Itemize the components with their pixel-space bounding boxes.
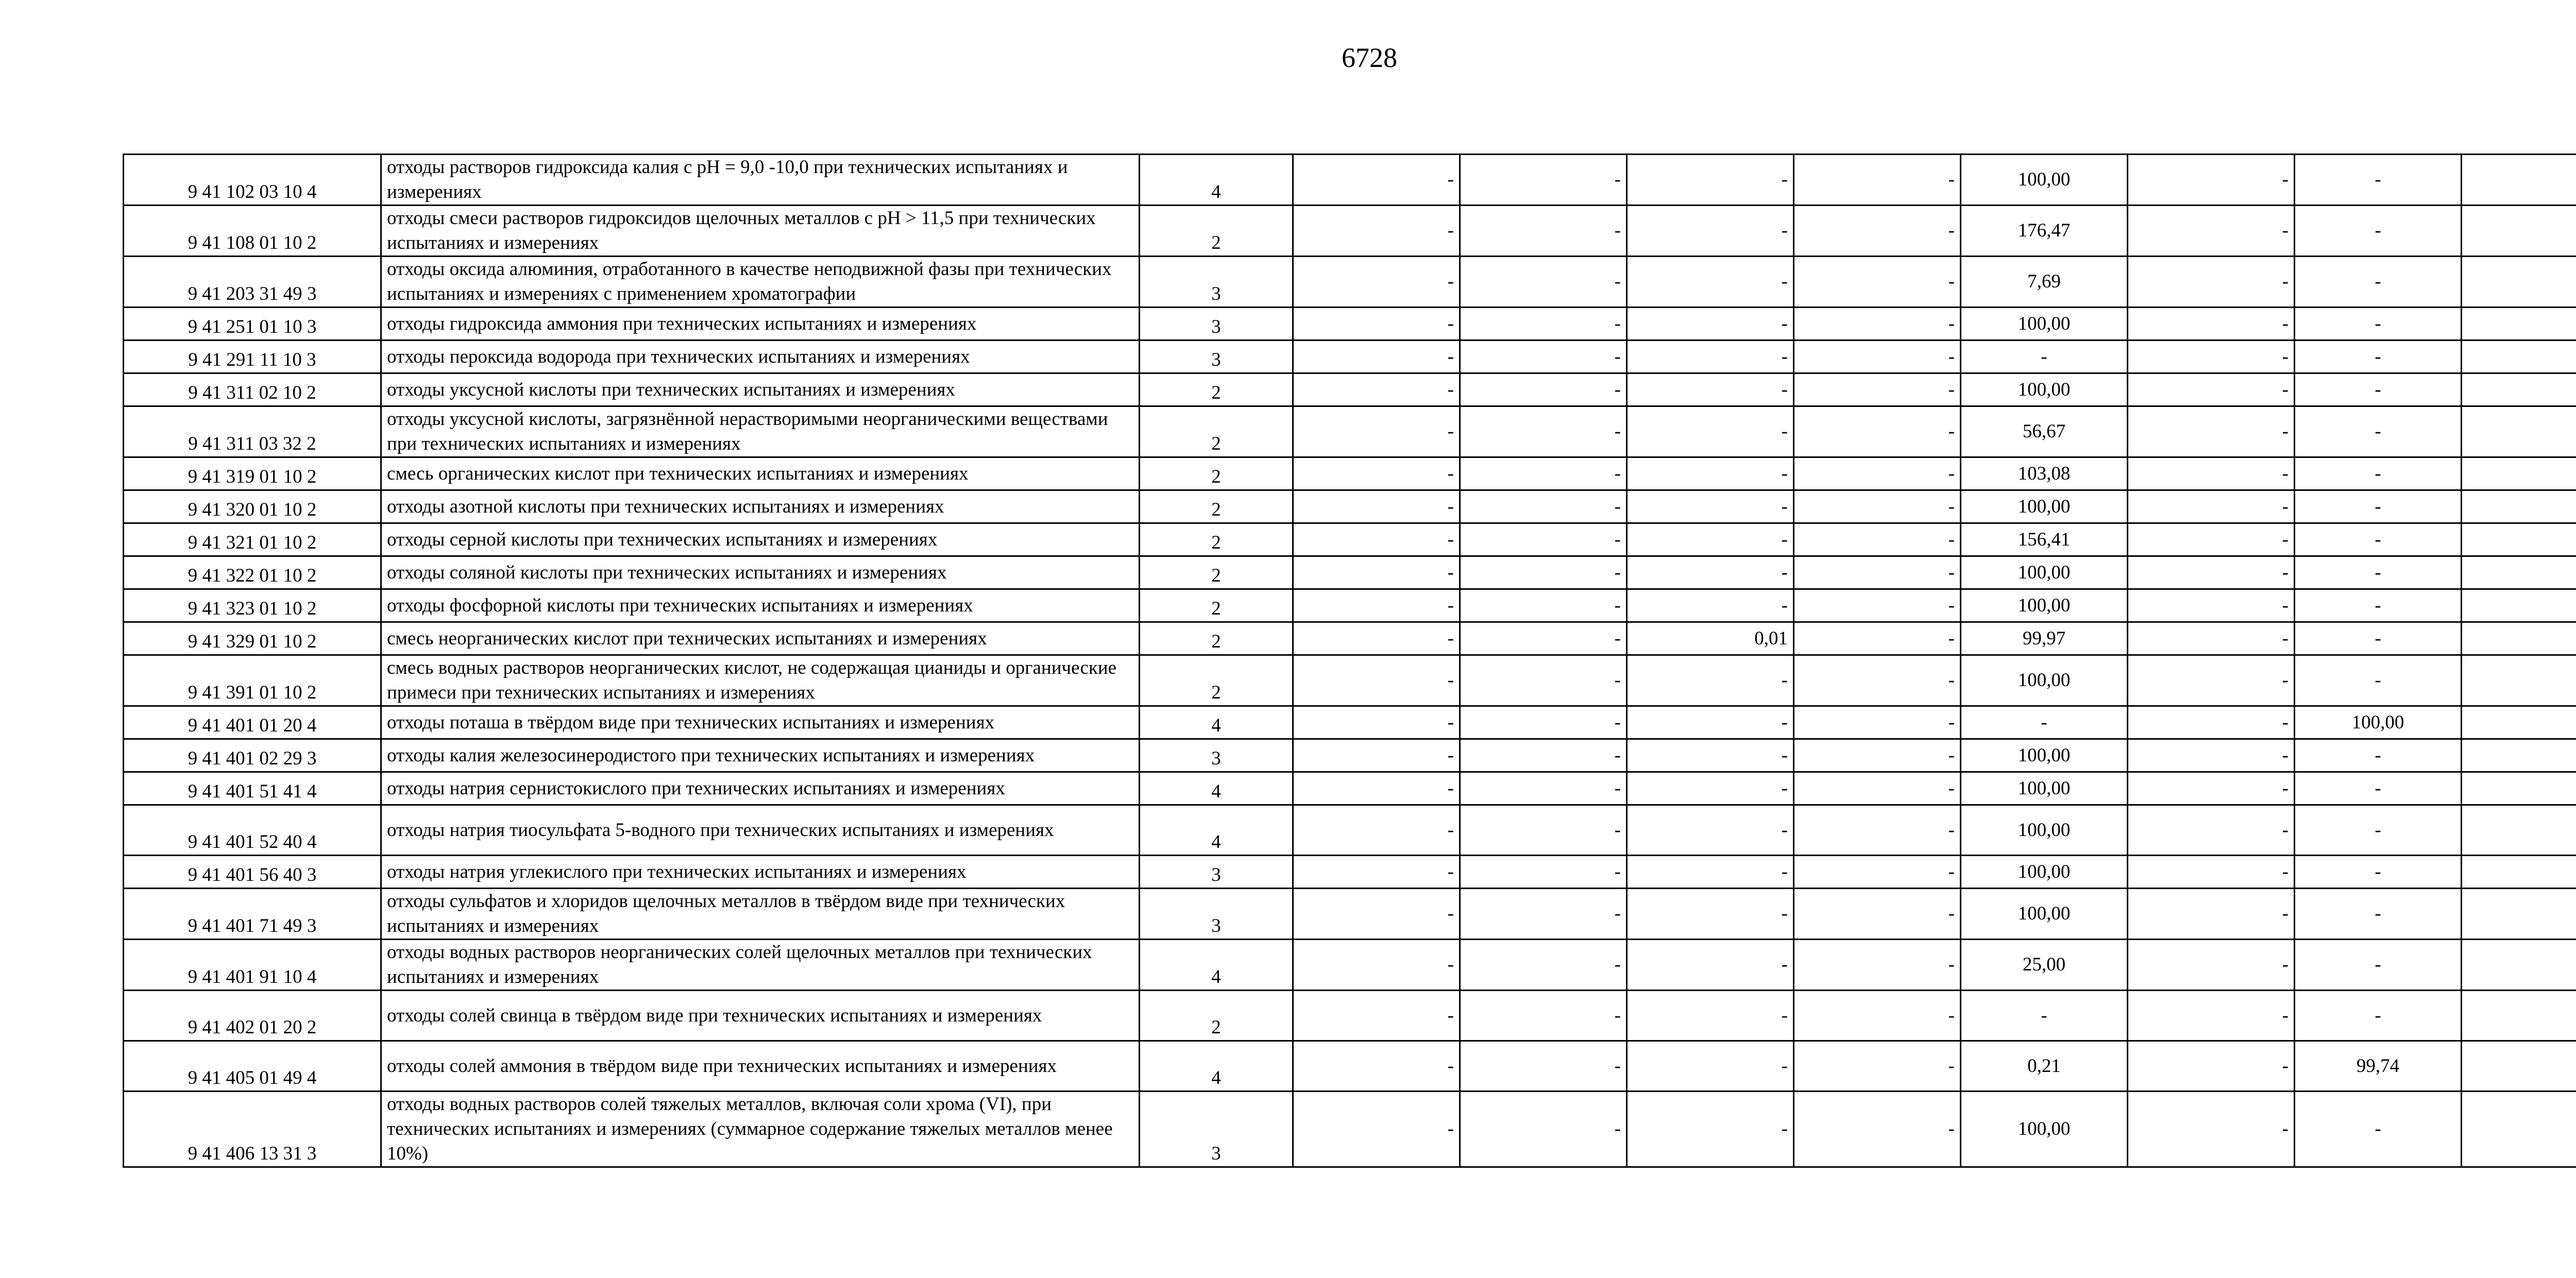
waste-code-cell: 9 41 402 01 20 2 [124,991,381,1041]
value-cell-5: 100,00 [1961,805,2128,856]
waste-name-cell: отходы соляной кислоты при технических испытаниях и измерениях [381,556,1140,589]
value-cell-7: - [2295,490,2462,523]
value-cell-7: - [2295,406,2462,457]
value-cell-6: - [2128,739,2295,772]
value-cell-7: - [2295,556,2462,589]
value-cell-8 [2462,308,2576,340]
value-cell-7: - [2295,340,2462,373]
value-cell-3: - [1627,889,1794,940]
value-cell-7: - [2295,373,2462,406]
value-cell-1: - [1293,622,1460,655]
value-cell-3: - [1627,940,1794,991]
value-cell-8 [2462,739,2576,772]
value-cell-8 [2462,889,2576,940]
value-cell-4: - [1794,739,1961,772]
waste-name-cell: отходы водных растворов неорганических солей щелочных металлов при технических испытаниях и измерениях [381,940,1140,991]
hazard-class-cell: 3 [1140,739,1293,772]
value-cell-2: - [1460,589,1627,622]
table-row [124,1041,2576,1092]
value-cell-5: 7,69 [1961,257,2128,308]
value-cell-5: 56,67 [1961,406,2128,457]
value-cell-4: - [1794,772,1961,805]
waste-name-cell: отходы сульфатов и хлоридов щелочных металлов в твёрдом виде при технических испытаниях и измерениях [381,889,1140,940]
value-cell-1: - [1293,889,1460,940]
value-cell-4: - [1794,556,1961,589]
hazard-class-cell: 2 [1140,523,1293,556]
table-row [124,490,2576,523]
table-row [124,856,2576,889]
table-row [124,523,2576,556]
value-cell-4: - [1794,373,1961,406]
value-cell-7: - [2295,206,2462,257]
value-cell-1: - [1293,373,1460,406]
hazard-class-cell: 3 [1140,889,1293,940]
waste-name-cell: отходы растворов гидроксида калия с рН = 9,0 -10,0 при технических испытаниях и измерениях [381,155,1140,206]
value-cell-2: - [1460,490,1627,523]
waste-name-cell: отходы поташа в твёрдом виде при технических испытаниях и измерениях [381,706,1140,739]
waste-code-cell: 9 41 401 71 49 3 [124,889,381,940]
value-cell-2: - [1460,1041,1627,1092]
value-cell-2: - [1460,991,1627,1041]
value-cell-8 [2462,373,2576,406]
value-cell-6: - [2128,457,2295,490]
table-row [124,706,2576,739]
value-cell-2: - [1460,739,1627,772]
value-cell-4: - [1794,805,1961,856]
value-cell-2: - [1460,772,1627,805]
value-cell-5: 100,00 [1961,655,2128,706]
value-cell-2: - [1460,340,1627,373]
value-cell-3: - [1627,589,1794,622]
value-cell-3: - [1627,523,1794,556]
value-cell-2: - [1460,940,1627,991]
hazard-class-cell: 4 [1140,706,1293,739]
waste-code-cell: 9 41 291 11 10 3 [124,340,381,373]
value-cell-6: - [2128,940,2295,991]
value-cell-1: - [1293,772,1460,805]
value-cell-3: - [1627,206,1794,257]
value-cell-6: - [2128,340,2295,373]
waste-code-cell: 9 41 401 01 20 4 [124,706,381,739]
value-cell-6: - [2128,1041,2295,1092]
table-row [124,772,2576,805]
hazard-class-cell: 2 [1140,406,1293,457]
value-cell-6: - [2128,406,2295,457]
value-cell-4: - [1794,589,1961,622]
waste-name-cell: отходы фосфорной кислоты при технических испытаниях и измерениях [381,589,1140,622]
value-cell-6: - [2128,856,2295,889]
waste-name-cell: смесь органических кислот при технических испытаниях и измерениях [381,457,1140,490]
value-cell-8 [2462,772,2576,805]
value-cell-3: - [1627,155,1794,206]
value-cell-7: - [2295,655,2462,706]
waste-name-cell: отходы солей свинца в твёрдом виде при технических испытаниях и измерениях [381,991,1140,1041]
value-cell-5: 100,00 [1961,772,2128,805]
value-cell-2: - [1460,706,1627,739]
waste-table [123,154,2576,1168]
value-cell-3: - [1627,772,1794,805]
waste-name-cell: отходы водных растворов солей тяжелых металлов, включая соли хрома (VI), при технических испытаниях и измерениях (суммарное содержание тяжелых металлов менее 10%) [381,1092,1140,1167]
value-cell-5: 100,00 [1961,490,2128,523]
waste-code-cell: 9 41 401 56 40 3 [124,856,381,889]
value-cell-2: - [1460,622,1627,655]
value-cell-1: - [1293,457,1460,490]
value-cell-5: 100,00 [1961,155,2128,206]
waste-name-cell: отходы натрия тиосульфата 5-водного при технических испытаниях и измерениях [381,805,1140,856]
value-cell-3: - [1627,457,1794,490]
table-row [124,308,2576,340]
waste-name-cell: отходы натрия сернистокислого при технических испытаниях и измерениях [381,772,1140,805]
value-cell-2: - [1460,373,1627,406]
value-cell-3: - [1627,739,1794,772]
value-cell-8 [2462,206,2576,257]
hazard-class-cell: 2 [1140,490,1293,523]
value-cell-8 [2462,655,2576,706]
value-cell-2: - [1460,308,1627,340]
value-cell-4: - [1794,856,1961,889]
value-cell-4: - [1794,206,1961,257]
value-cell-1: - [1293,739,1460,772]
value-cell-3: - [1627,1041,1794,1092]
value-cell-5: - [1961,340,2128,373]
hazard-class-cell: 2 [1140,373,1293,406]
value-cell-1: - [1293,655,1460,706]
hazard-class-cell: 4 [1140,1041,1293,1092]
value-cell-2: - [1460,257,1627,308]
table-row [124,257,2576,308]
value-cell-1: - [1293,257,1460,308]
value-cell-2: - [1460,655,1627,706]
value-cell-5: 100,00 [1961,1092,2128,1167]
value-cell-8 [2462,1041,2576,1092]
value-cell-3: - [1627,856,1794,889]
page-number: 6728 [1342,42,1397,73]
value-cell-6: - [2128,772,2295,805]
value-cell-5: 103,08 [1961,457,2128,490]
value-cell-8 [2462,622,2576,655]
table-row [124,889,2576,940]
waste-name-cell: смесь водных растворов неорганических кислот, не содержащая цианиды и органические примеси при технических испытаниях и измерениях [381,655,1140,706]
table-row [124,457,2576,490]
value-cell-8 [2462,457,2576,490]
waste-code-cell: 9 41 102 03 10 4 [124,155,381,206]
value-cell-7: - [2295,739,2462,772]
waste-code-cell: 9 41 203 31 49 3 [124,257,381,308]
value-cell-8 [2462,523,2576,556]
value-cell-4: - [1794,991,1961,1041]
waste-code-cell: 9 41 391 01 10 2 [124,655,381,706]
value-cell-7: - [2295,805,2462,856]
value-cell-8 [2462,940,2576,991]
waste-code-cell: 9 41 311 03 32 2 [124,406,381,457]
value-cell-3: 0,01 [1627,622,1794,655]
value-cell-6: - [2128,622,2295,655]
value-cell-7: - [2295,889,2462,940]
waste-name-cell: отходы натрия углекислого при технических испытаниях и измерениях [381,856,1140,889]
value-cell-6: - [2128,490,2295,523]
table-row [124,1092,2576,1167]
value-cell-5: 99,97 [1961,622,2128,655]
waste-code-cell: 9 41 401 51 41 4 [124,772,381,805]
value-cell-7: 100,00 [2295,706,2462,739]
value-cell-1: - [1293,940,1460,991]
value-cell-7: - [2295,772,2462,805]
value-cell-6: - [2128,991,2295,1041]
waste-name-cell: отходы оксида алюминия, отработанного в качестве неподвижной фазы при технических испытаниях и измерениях с применением хроматографии [381,257,1140,308]
value-cell-7: - [2295,991,2462,1041]
value-cell-1: - [1293,490,1460,523]
value-cell-4: - [1794,655,1961,706]
waste-name-cell: отходы серной кислоты при технических испытаниях и измерениях [381,523,1140,556]
value-cell-4: - [1794,257,1961,308]
value-cell-1: - [1293,406,1460,457]
value-cell-7: - [2295,308,2462,340]
waste-name-cell: отходы уксусной кислоты при технических испытаниях и измерениях [381,373,1140,406]
waste-name-cell: отходы смеси растворов гидроксидов щелочных металлов с рН > 11,5 при технических испытаниях и измерениях [381,206,1140,257]
waste-name-cell: отходы азотной кислоты при технических испытаниях и измерениях [381,490,1140,523]
value-cell-6: - [2128,805,2295,856]
hazard-class-cell: 2 [1140,206,1293,257]
table-row [124,373,2576,406]
value-cell-1: - [1293,706,1460,739]
table-row [124,940,2576,991]
waste-name-cell: отходы калия железосинеродистого при технических испытаниях и измерениях [381,739,1140,772]
hazard-class-cell: 3 [1140,257,1293,308]
waste-code-cell: 9 41 251 01 10 3 [124,308,381,340]
table-row [124,155,2576,206]
value-cell-4: - [1794,889,1961,940]
value-cell-4: - [1794,155,1961,206]
value-cell-3: - [1627,490,1794,523]
waste-code-cell: 9 41 401 02 29 3 [124,739,381,772]
value-cell-4: - [1794,406,1961,457]
value-cell-5: 100,00 [1961,739,2128,772]
value-cell-2: - [1460,556,1627,589]
value-cell-8 [2462,991,2576,1041]
value-cell-3: - [1627,373,1794,406]
value-cell-5: - [1961,991,2128,1041]
waste-name-cell: смесь неорганических кислот при технических испытаниях и измерениях [381,622,1140,655]
value-cell-6: - [2128,206,2295,257]
value-cell-7: - [2295,856,2462,889]
value-cell-5: 176,47 [1961,206,2128,257]
value-cell-2: - [1460,406,1627,457]
value-cell-6: - [2128,155,2295,206]
value-cell-6: - [2128,373,2295,406]
value-cell-4: - [1794,1092,1961,1167]
value-cell-1: - [1293,1092,1460,1167]
hazard-class-cell: 3 [1140,1092,1293,1167]
hazard-class-cell: 3 [1140,308,1293,340]
value-cell-1: - [1293,856,1460,889]
waste-code-cell: 9 41 323 01 10 2 [124,589,381,622]
value-cell-5: 100,00 [1961,856,2128,889]
value-cell-1: - [1293,155,1460,206]
table-row [124,805,2576,856]
hazard-class-cell: 2 [1140,457,1293,490]
waste-code-cell: 9 41 319 01 10 2 [124,457,381,490]
value-cell-7: - [2295,622,2462,655]
value-cell-2: - [1460,523,1627,556]
value-cell-2: - [1460,206,1627,257]
hazard-class-cell: 4 [1140,940,1293,991]
value-cell-1: - [1293,340,1460,373]
table-row [124,655,2576,706]
waste-name-cell: отходы пероксида водорода при технических испытаниях и измерениях [381,340,1140,373]
table-row [124,340,2576,373]
waste-code-cell: 9 41 322 01 10 2 [124,556,381,589]
value-cell-1: - [1293,308,1460,340]
table-row [124,589,2576,622]
value-cell-5: 100,00 [1961,308,2128,340]
hazard-class-cell: 2 [1140,991,1293,1041]
value-cell-3: - [1627,706,1794,739]
value-cell-3: - [1627,1092,1794,1167]
value-cell-6: - [2128,556,2295,589]
value-cell-8 [2462,340,2576,373]
value-cell-4: - [1794,1041,1961,1092]
value-cell-5: 156,41 [1961,523,2128,556]
waste-name-cell: отходы уксусной кислоты, загрязнённой нерастворимыми неорганическими веществами при технических испытаниях и измерениях [381,406,1140,457]
table-row [124,556,2576,589]
hazard-class-cell: 4 [1140,805,1293,856]
value-cell-6: - [2128,523,2295,556]
value-cell-3: - [1627,308,1794,340]
table-row [124,622,2576,655]
value-cell-7: - [2295,155,2462,206]
table-row [124,739,2576,772]
table-row [124,406,2576,457]
waste-name-cell: отходы солей аммония в твёрдом виде при технических испытаниях и измерениях [381,1041,1140,1092]
waste-code-cell: 9 41 401 52 40 4 [124,805,381,856]
value-cell-1: - [1293,556,1460,589]
value-cell-7: - [2295,523,2462,556]
value-cell-4: - [1794,622,1961,655]
value-cell-8 [2462,257,2576,308]
value-cell-7: - [2295,589,2462,622]
value-cell-5: 0,21 [1961,1041,2128,1092]
value-cell-1: - [1293,991,1460,1041]
value-cell-8 [2462,406,2576,457]
waste-code-cell: 9 41 321 01 10 2 [124,523,381,556]
value-cell-8 [2462,856,2576,889]
value-cell-1: - [1293,1041,1460,1092]
value-cell-5: 100,00 [1961,556,2128,589]
value-cell-3: - [1627,406,1794,457]
waste-code-cell: 9 41 320 01 10 2 [124,490,381,523]
value-cell-5: 100,00 [1961,889,2128,940]
value-cell-3: - [1627,805,1794,856]
value-cell-5: 100,00 [1961,589,2128,622]
value-cell-1: - [1293,523,1460,556]
value-cell-3: - [1627,991,1794,1041]
value-cell-3: - [1627,340,1794,373]
value-cell-7: - [2295,457,2462,490]
value-cell-2: - [1460,457,1627,490]
value-cell-7: - [2295,257,2462,308]
value-cell-8 [2462,490,2576,523]
value-cell-3: - [1627,257,1794,308]
value-cell-6: - [2128,706,2295,739]
waste-code-cell: 9 41 108 01 10 2 [124,206,381,257]
value-cell-8 [2462,556,2576,589]
hazard-class-cell: 3 [1140,856,1293,889]
value-cell-2: - [1460,1092,1627,1167]
table-row [124,991,2576,1041]
value-cell-4: - [1794,940,1961,991]
hazard-class-cell: 2 [1140,556,1293,589]
value-cell-8 [2462,589,2576,622]
table-body [124,155,2576,1167]
waste-code-cell: 9 41 311 02 10 2 [124,373,381,406]
value-cell-7: - [2295,1092,2462,1167]
value-cell-2: - [1460,155,1627,206]
value-cell-3: - [1627,556,1794,589]
value-cell-3: - [1627,655,1794,706]
waste-code-cell: 9 41 401 91 10 4 [124,940,381,991]
value-cell-2: - [1460,856,1627,889]
value-cell-6: - [2128,257,2295,308]
value-cell-1: - [1293,805,1460,856]
value-cell-8 [2462,155,2576,206]
value-cell-7: - [2295,940,2462,991]
value-cell-2: - [1460,805,1627,856]
value-cell-6: - [2128,655,2295,706]
value-cell-4: - [1794,490,1961,523]
value-cell-4: - [1794,523,1961,556]
value-cell-5: 100,00 [1961,373,2128,406]
value-cell-1: - [1293,206,1460,257]
waste-code-cell: 9 41 329 01 10 2 [124,622,381,655]
value-cell-5: 25,00 [1961,940,2128,991]
value-cell-4: - [1794,457,1961,490]
waste-name-cell: отходы гидроксида аммония при технических испытаниях и измерениях [381,308,1140,340]
hazard-class-cell: 2 [1140,589,1293,622]
value-cell-8 [2462,1092,2576,1167]
value-cell-8 [2462,706,2576,739]
value-cell-2: - [1460,889,1627,940]
hazard-class-cell: 2 [1140,622,1293,655]
value-cell-6: - [2128,589,2295,622]
value-cell-4: - [1794,308,1961,340]
hazard-class-cell: 2 [1140,655,1293,706]
waste-code-cell: 9 41 406 13 31 3 [124,1092,381,1167]
value-cell-4: - [1794,706,1961,739]
hazard-class-cell: 4 [1140,155,1293,206]
table-row [124,206,2576,257]
hazard-class-cell: 3 [1140,340,1293,373]
value-cell-8 [2462,805,2576,856]
value-cell-1: - [1293,589,1460,622]
hazard-class-cell: 4 [1140,772,1293,805]
value-cell-6: - [2128,308,2295,340]
value-cell-6: - [2128,1092,2295,1167]
value-cell-5: - [1961,706,2128,739]
value-cell-7: 99,74 [2295,1041,2462,1092]
value-cell-6: - [2128,889,2295,940]
value-cell-4: - [1794,340,1961,373]
waste-code-cell: 9 41 405 01 49 4 [124,1041,381,1092]
